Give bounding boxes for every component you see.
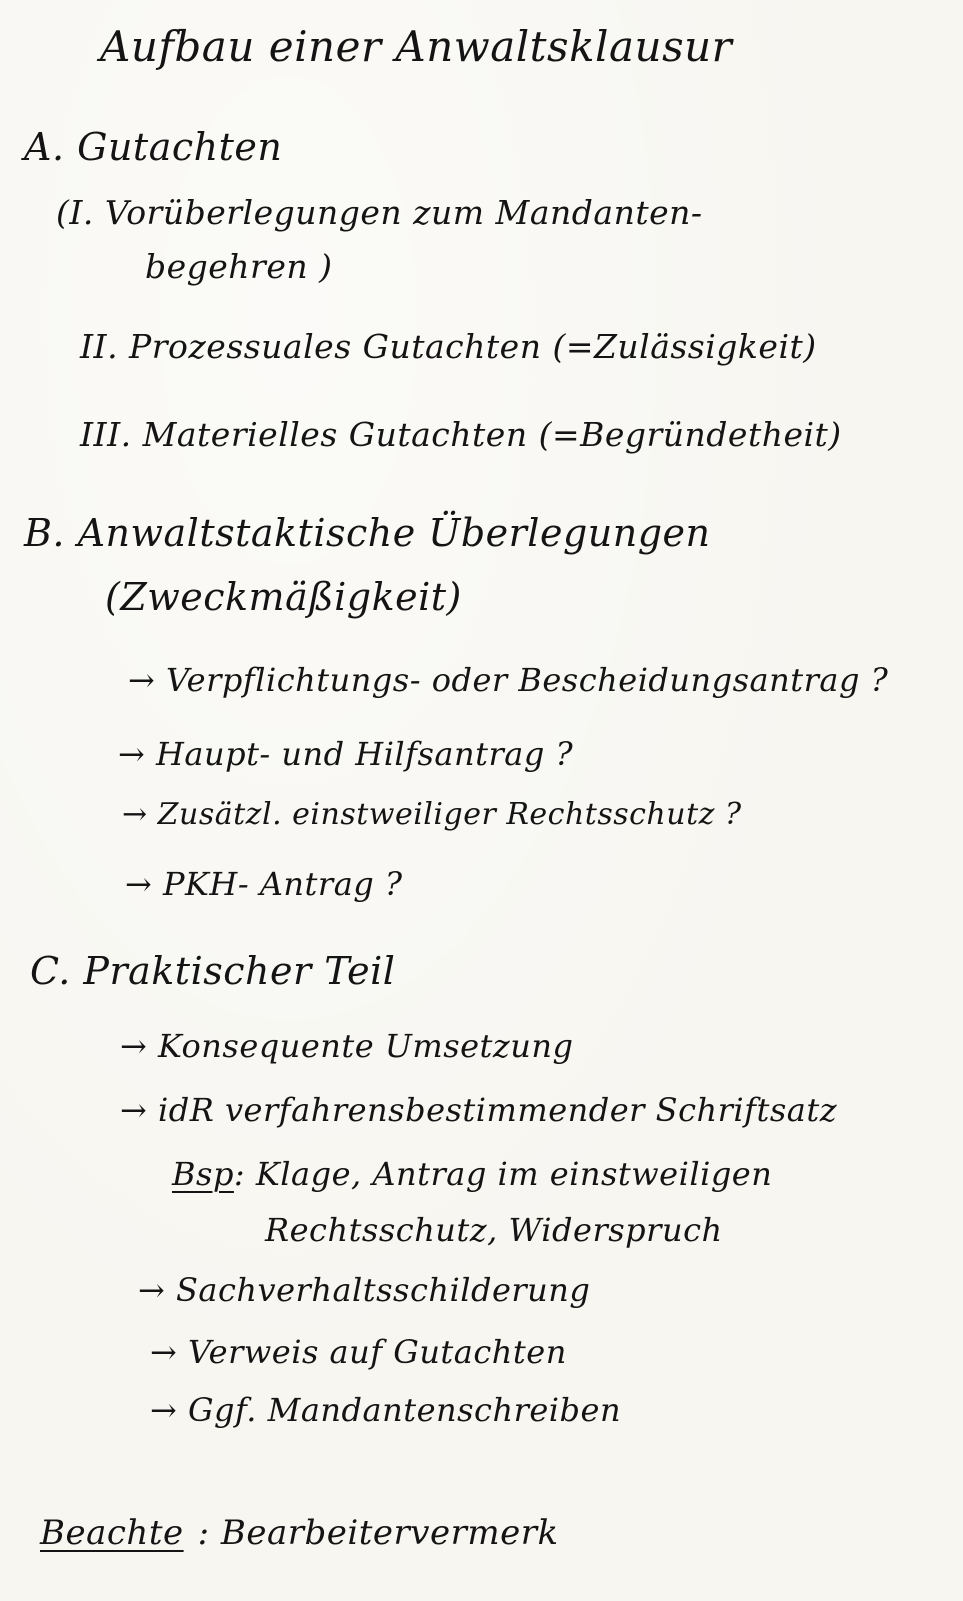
section-b-item-1: → Verpflichtungs- oder Bescheidungsantrag ? — [128, 661, 889, 699]
example-line1: : Klage, Antrag im einstweiligen — [233, 1155, 773, 1193]
page-title: Aufbau einer Anwaltsklausur — [100, 22, 733, 71]
section-b-item-3: → Zusätzl. einstweiliger Rechtsschutz ? — [122, 797, 742, 832]
section-a-item3: III. Materielles Gutachten (=Begründetheit) — [80, 415, 842, 454]
section-c-item-1: → Konsequente Umsetzung — [120, 1027, 574, 1065]
section-a-item2: II. Prozessuales Gutachten (=Zulässigkeit) — [80, 327, 817, 366]
section-c-heading: C. Praktischer Teil — [30, 949, 396, 993]
section-a-item1-line1: (I. Vorüberlegungen zum Mandanten- — [56, 193, 703, 232]
section-b-heading: B. Anwaltstaktische Überlegungen — [24, 511, 711, 555]
section-c-example-line2: Rechtsschutz, Widerspruch — [265, 1211, 723, 1249]
note-text: : Bearbeitervermerk — [197, 1513, 559, 1553]
section-a-heading: A. Gutachten — [24, 125, 283, 169]
section-c-item-4: → Verweis auf Gutachten — [150, 1333, 567, 1371]
section-b-item-2: → Haupt- und Hilfsantrag ? — [118, 735, 574, 773]
section-c-item-2: → idR verfahrensbestimmender Schriftsatz — [120, 1091, 838, 1129]
example-label: Bsp — [172, 1155, 234, 1193]
note-label: Beachte — [40, 1513, 184, 1553]
section-c-example — [172, 1155, 773, 1193]
section-a-item1-line2: begehren ) — [145, 247, 333, 286]
section-b-item-4: → PKH- Antrag ? — [125, 865, 403, 903]
footer-note — [40, 1513, 559, 1553]
section-c-item-5: → Ggf. Mandantenschreiben — [150, 1391, 622, 1429]
section-b-subheading: (Zweckmäßigkeit) — [105, 575, 462, 619]
section-c-item-3: → Sachverhaltsschilderung — [138, 1271, 591, 1309]
